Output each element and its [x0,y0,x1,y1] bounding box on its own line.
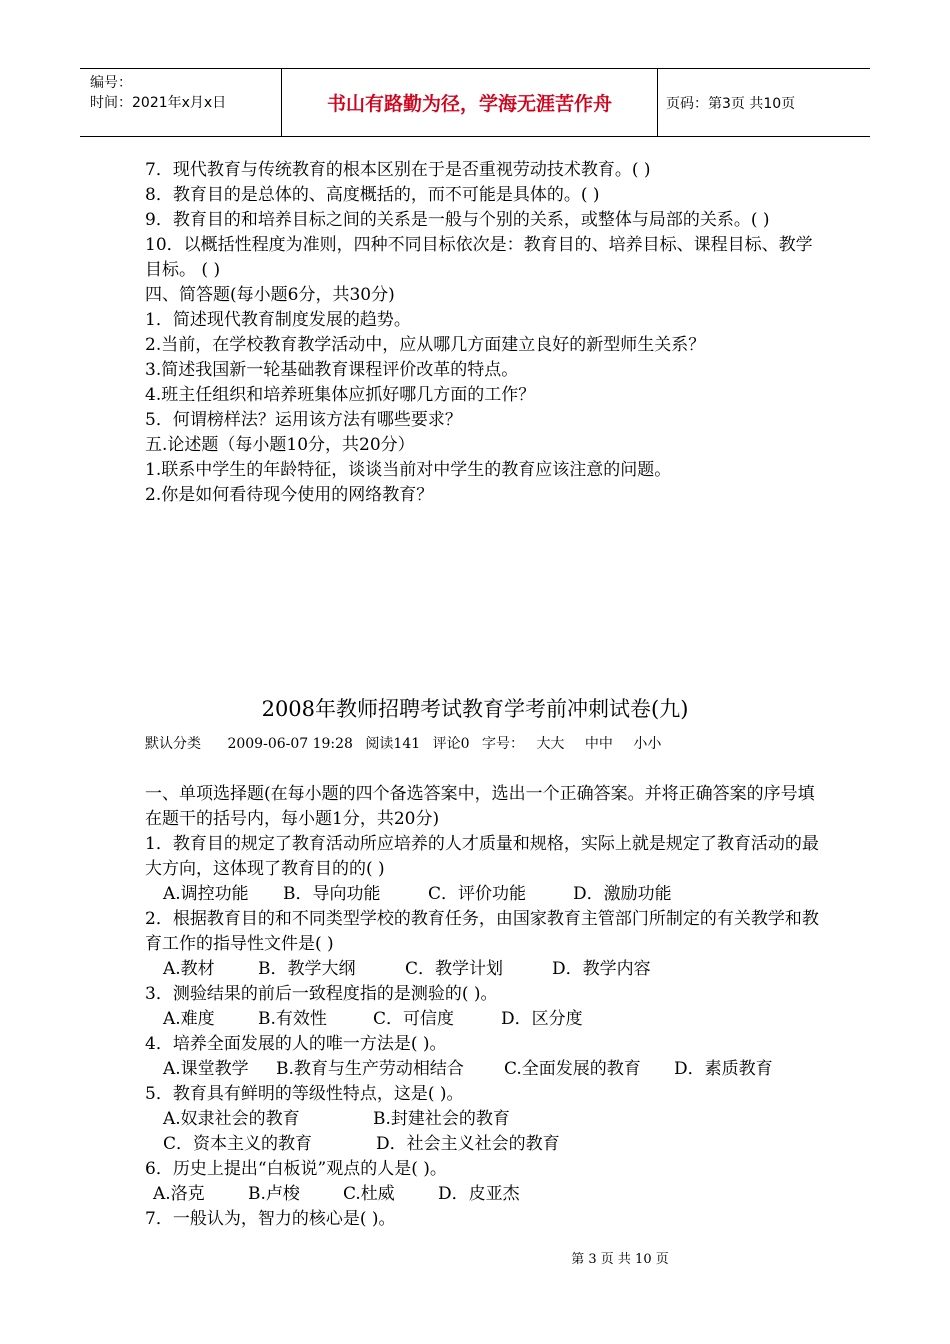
date-line: 时间：2021年x月x日 [90,95,227,111]
question-line: 8．教育目的是总体的、高度概括的，而不可能是具体的。( ) [145,185,600,205]
header-motto-cell [282,69,658,136]
section-heading: 五.论述题（每小题10分，共20分） [145,435,415,455]
question-line: 5．何谓榜样法？运用该方法有哪些要求？ [145,410,462,430]
option: A.难度 [163,1009,215,1029]
option: C．资本主义的教育 [163,1134,313,1154]
serial-label: 编号： [90,75,132,91]
question-line: 7．现代教育与传统教育的根本区别在于是否重视劳动技术教育。( ) [145,160,651,180]
question-line: 6．历史上提出“白板说”观点的人是( )。 [145,1159,447,1179]
meta-category[interactable]: 默认分类 [145,736,201,752]
header-left-cell [80,69,282,136]
article-meta [145,733,669,753]
option: B．教学大纲 [258,959,356,979]
page-footer: 第 3 页 共 10 页 [571,1252,669,1267]
option: D．社会主义社会的教育 [376,1134,560,1154]
options-row [145,1182,825,1207]
options-row [145,882,825,907]
question-line: 2.当前，在学校教育教学活动中，应从哪几方面建立良好的新型师生关系？ [145,335,706,355]
question-line: 3．测验结果的前后一致程度指的是测验的( )。 [145,984,498,1004]
options-row [145,1057,825,1082]
page-info: 页码：第3页 共10页 [666,95,796,112]
option: D．激励功能 [573,884,672,904]
question-line: 1．简述现代教育制度发展的趋势。 [145,310,411,330]
document-header [80,68,870,137]
top-section [145,158,825,508]
option: B.教育与生产劳动相结合 [276,1059,464,1079]
question-line: 10．以概括性程度为准则，四种不同目标依次是：教育目的、培养目标、课程目标、教学目标。 ( ) [145,235,813,280]
question-line: 2.你是如何看待现今使用的网络教育？ [145,485,434,505]
meta-datetime: 2009-06-07 19:28 [227,736,353,752]
option: A.调控功能 [163,884,249,904]
option: B．导向功能 [283,884,381,904]
option: B.封建社会的教育 [373,1109,510,1129]
option: D．皮亚杰 [438,1184,520,1204]
option: C．评价功能 [428,884,527,904]
meta-reads: 阅读141 [365,736,421,752]
question-line: 9．教育目的和培养目标之间的关系是一般与个别的关系，或整体与局部的关系。( ) [145,210,770,230]
option: B.有效性 [258,1009,327,1029]
option: D．教学内容 [552,959,651,979]
section-heading: 一、单项选择题(在每小题的四个备选答案中，选出一个正确答案。并将正确答案的序号填在题干的括号内，每小题1分，共20分) [145,784,815,829]
options-row [145,957,825,982]
option: A.奴隶社会的教育 [163,1109,300,1129]
bottom-section [145,782,825,1232]
option: A.洛克 [153,1184,205,1204]
question-line: 7．一般认为，智力的核心是( )。 [145,1209,396,1229]
font-size-medium-link[interactable]: 中中 [584,736,613,752]
option: C.全面发展的教育 [504,1059,641,1079]
option: B.卢梭 [248,1184,300,1204]
question-line: 3.简述我国新一轮基础教育课程评价改革的特点。 [145,360,519,380]
question-line: 5．教育具有鲜明的等级性特点，这是( )。 [145,1084,464,1104]
question-line: 2．根据教育目的和不同类型学校的教育任务，由国家教育主管部门所制定的有关教学和教育工作的指导性文件是( ) [145,909,819,954]
meta-comments: 评论0 [432,736,470,752]
option: D．素质教育 [674,1059,773,1079]
question-line: 4.班主任组织和培养班集体应抓好哪几方面的工作？ [145,385,536,405]
motto: 书山有路勤为径，学海无涯苦作舟 [326,93,612,115]
option: C．可信度 [373,1009,455,1029]
font-size-small-link[interactable]: 小小 [633,736,662,752]
question-line: 1.联系中学生的年龄特征，谈谈当前对中学生的教育应该注意的问题。 [145,460,672,480]
meta-font-size-label: 字号： [481,736,524,752]
article-title: 2008年教师招聘考试教育学考前冲刺试卷(九) [261,697,689,721]
section-heading: 四、简答题(每小题6分，共30分) [145,285,395,305]
options-row [145,1007,825,1032]
option: D．区分度 [501,1009,583,1029]
question-line: 4．培养全面发展的人的唯一方法是( )。 [145,1034,447,1054]
option: A.课堂教学 [163,1059,249,1079]
options-row [145,1132,825,1157]
option: C．教学计划 [405,959,504,979]
options-row [145,1107,825,1132]
question-line: 1．教育目的规定了教育活动所应培养的人才质量和规格，实际上就是规定了教育活动的最大方向，这体现了教育目的的( ) [145,834,819,879]
font-size-large-link[interactable]: 大大 [536,736,565,752]
option: C.杜威 [343,1184,395,1204]
option: A.教材 [163,959,215,979]
